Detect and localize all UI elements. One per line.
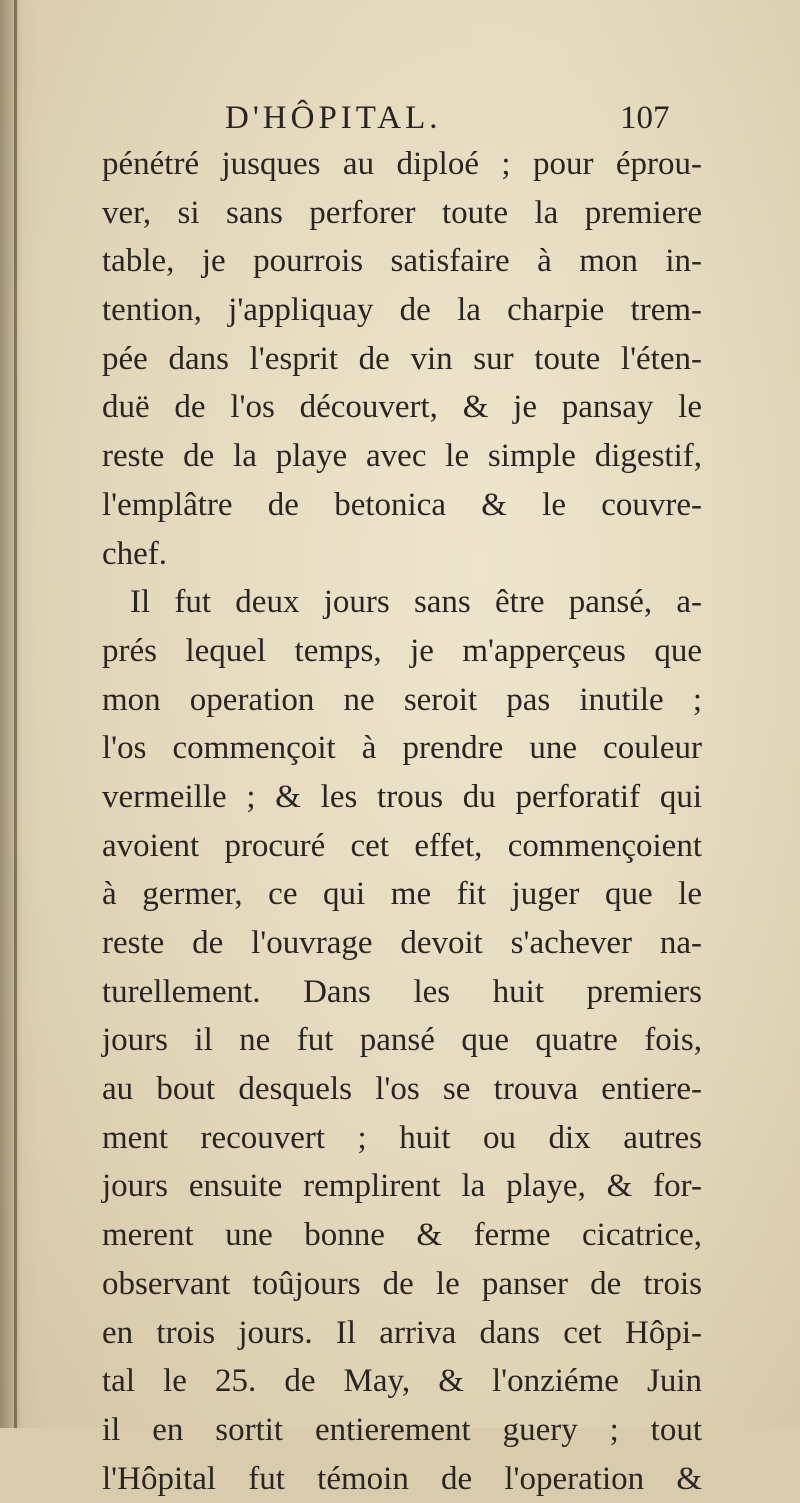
text-line: en trois jours. Il arriva dans cet Hôpi-: [102, 1314, 702, 1351]
text-line: reste de l'ouvrage devoit s'achever na-: [102, 925, 702, 961]
body-text: [102, 140, 702, 1503]
text-line: merent une bonne & ferme cicatrice,: [102, 1217, 702, 1254]
text-line: mon operation ne seroit pas inutile ;: [102, 681, 702, 718]
text-line: turellement. Dans les huit premiers: [102, 973, 702, 1010]
text-line: vermeille ; & les trous du perforatif qui: [102, 778, 702, 815]
text-line: jours ensuite remplirent la playe, & for-: [102, 1168, 702, 1205]
running-head: D'HÔPITAL.: [225, 100, 442, 136]
text-line: Il fut deux jours sans être pansé, a-: [130, 584, 702, 621]
text-line: ment recouvert ; huit ou dix autres: [102, 1119, 702, 1156]
text-line: avoient procuré cet effet, commençoient: [102, 827, 702, 864]
text-line: jours il ne fut pansé que quatre fois,: [102, 1022, 702, 1059]
text-line: table, je pourrois satisfaire à mon in-: [102, 243, 702, 280]
text-line: l'Hôpital fut témoin de l'operation &: [102, 1460, 702, 1497]
text-line: duë de l'os découvert, & je pansay le: [102, 389, 702, 426]
binding-edge: [14, 0, 17, 1428]
text-line: observant toûjours de le panser de trois: [102, 1265, 702, 1302]
text-line: ver, si sans perforer toute la premiere: [102, 194, 702, 231]
text-line: prés lequel temps, je m'apperçeus que: [102, 632, 702, 669]
text-line: au bout desquels l'os se trouva entiere-: [102, 1071, 702, 1108]
text-line: l'os commençoit à prendre une couleur: [102, 730, 702, 767]
text-line: l'emplâtre de betonica & le couvre-: [102, 486, 702, 523]
binding-shadow: [0, 0, 22, 1428]
text-line: reste de la playe avec le simple digestif,: [102, 438, 702, 475]
text-line: tention, j'appliquay de la charpie trem-: [102, 292, 702, 329]
text-line: tal le 25. de May, & l'onziéme Juin: [102, 1363, 702, 1400]
text-line: à germer, ce qui me fit juger que le: [102, 876, 702, 913]
text-line: pénétré jusques au diploé ; pour éprou-: [102, 146, 702, 182]
page-number: 107: [620, 100, 670, 136]
text-line: pée dans l'esprit de vin sur toute l'éten-: [102, 340, 702, 377]
text-line: chef.: [102, 535, 168, 572]
text-line: il en sortit entierement guery ; tout: [102, 1411, 702, 1448]
